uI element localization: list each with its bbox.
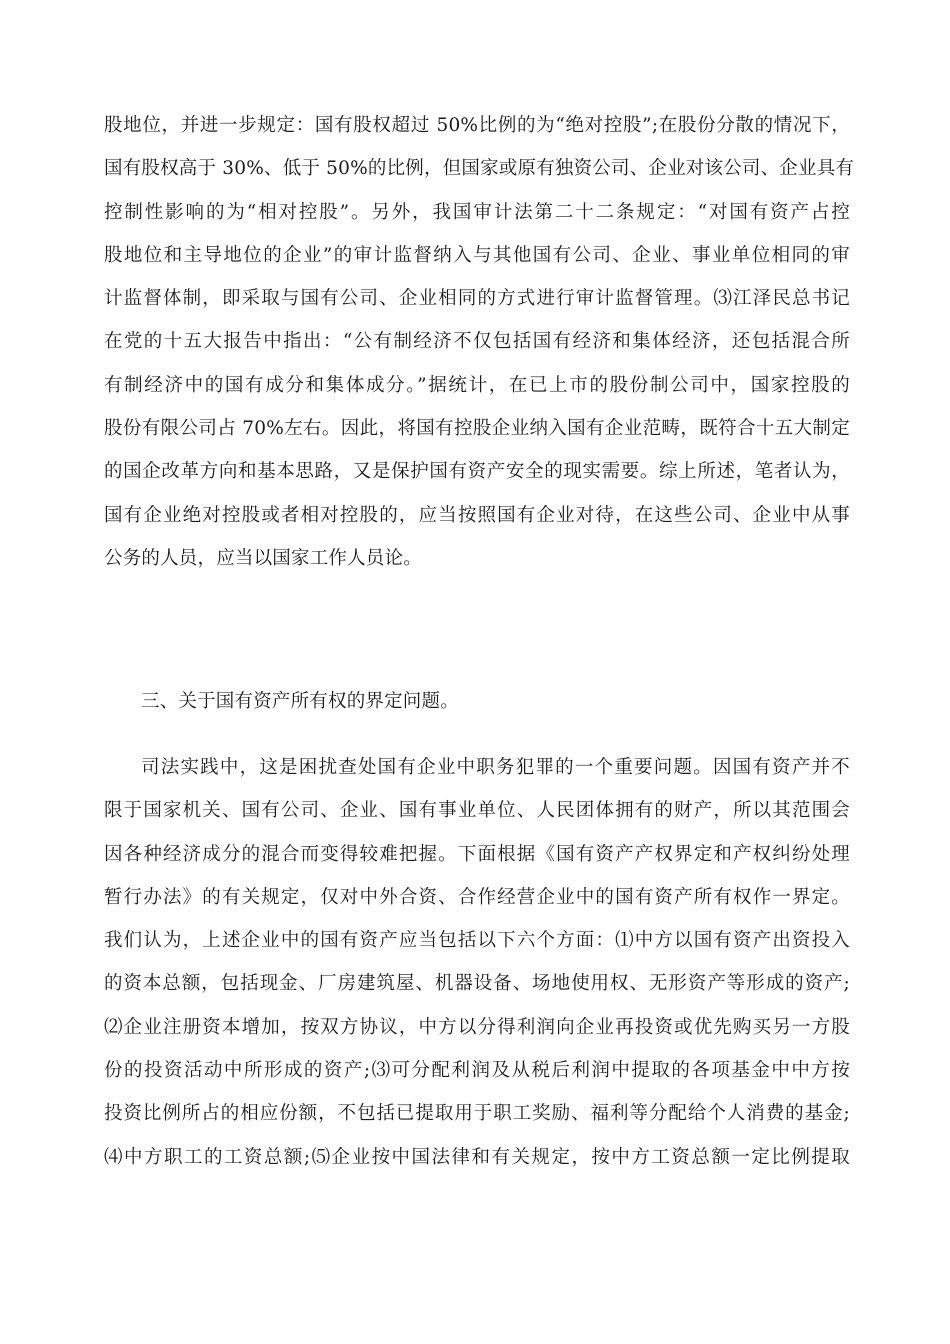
text-line: ⑷中方职工的工资总额;⑸企业按中国法律和有关规定，按中方工资总额一定比例提取 [104,1146,850,1168]
text-line: 的国企改革方向和基本思路，又是保护国有资产安全的现实需要。综上所述，笔者认为， [104,461,850,483]
text-line: 股地位和主导地位的企业”的审计监督纳入与其他国有公司、企业、事业单位相同的审 [104,244,850,266]
text-line: 因各种经济成分的混合而变得较难把握。下面根据《国有资产产权界定和产权纠纷处理 [104,843,850,865]
paragraph-state-holding [104,104,855,580]
text-line: 暂行办法》的有关规定，仅对中外合资、合作经营企业中的国有资产所有权作一界定。 [104,886,850,908]
text-line: 司法实践中，这是困扰查处国有企业中职务犯罪的一个重要问题。因国有资产并不 [141,757,850,778]
text-line: ⑵企业注册资本增加，按双方协议，中方以分得利润向企业再投资或优先购买另一方股 [104,1016,850,1038]
text-line: 计监督体制，即采取与国有公司、企业相同的方式进行审计监督管理。⑶江泽民总书记 [104,288,850,310]
text-line: 投资比例所占的相应份额，不包括已提取用于职工奖励、福利等分配给个人消费的基金; [104,1103,850,1125]
text-line: 股份有限公司占 70%左右。因此，将国有控股企业纳入国有企业范畴，既符合十五大制定 [104,418,850,440]
text-line: 公务的人员，应当以国家工作人员论。 [104,547,422,569]
text-line: 在党的十五大报告中指出：“公有制经济不仅包括国有经济和集体经济，还包括混合所 [104,331,850,353]
text-line: 份的投资活动中所形成的资产;⑶可分配利润及从税后利润中提取的各项基金中中方按 [104,1060,850,1082]
text-line: 股地位，并进一步规定：国有股权超过 50%比例的为“绝对控股”;在股份分散的情况下， [104,115,850,136]
text-line: 国有企业绝对控股或者相对控股的，应当按照国有企业对待，在这些公司、企业中从事 [104,504,850,526]
text-line: 控制性影响的为“相对控股”。另外，我国审计法第二十二条规定：“对国有资产占控 [104,201,850,223]
text-line: 国有股权高于 30%、低于 50%的比例，但国家或原有独资公司、企业对该公司、企业具有 [104,158,855,180]
text-line: 我们认为，上述企业中的国有资产应当包括以下六个方面：⑴中方以国有资产出资投入 [104,930,850,952]
text-line: 限于国家机关、国有公司、企业、国有事业单位、人民团体拥有的财产，所以其范围会 [104,800,850,822]
section-heading-text: 三、关于国有资产所有权的界定问题。 [141,691,459,712]
section-heading [104,680,850,723]
text-line: 的资本总额，包括现金、厂房建筑屋、机器设备、场地使用权、无形资产等形成的资产; [104,973,850,995]
paragraph-state-assets [104,746,850,1179]
text-line: 有制经济中的国有成分和集体成分。”据统计，在已上市的股份制公司中，国家控股的 [104,374,850,396]
